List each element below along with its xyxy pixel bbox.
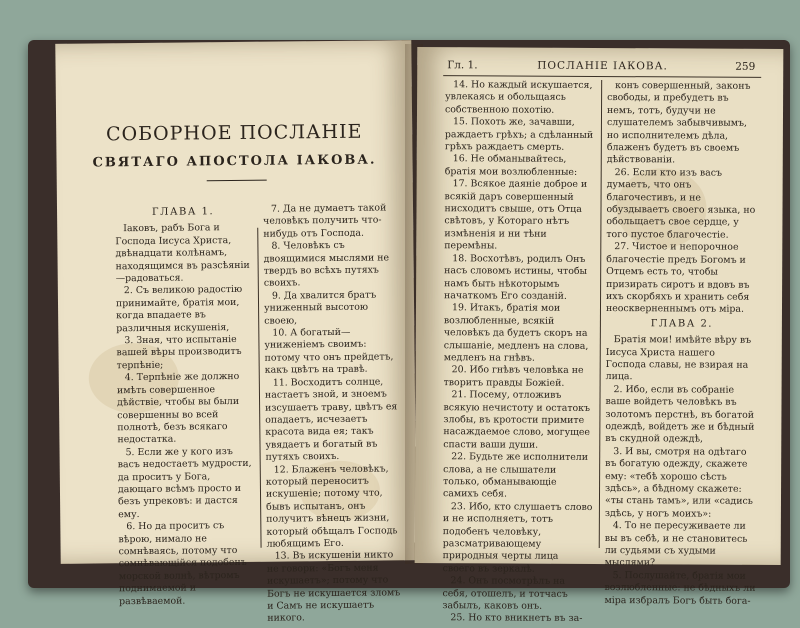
verse: 14. Но каждый искушается, увлекаясь и обольщаясь собственною похотію. — [444, 79, 593, 116]
verse: 23. Ибо, кто слушаетъ слово и не исполняетъ, тотъ подобенъ человѣку, разсматривающему природныя черты лица своего въ зеркалѣ. — [442, 501, 593, 575]
verse: 25. Но кто вникнетъ въ за- — [450, 612, 583, 625]
verse: 2. Съ великою радостію принимайте, братія мои, когда впадаете въ различныя искушенія, — [115, 284, 243, 334]
running-head-chapter: Гл. 1. — [447, 59, 478, 72]
verse: 3. Зная, что испытаніе вашей вѣры производитъ терпѣніе; — [116, 334, 242, 372]
verse: 11. Восходитъ солнце, настаетъ зной, и зноемъ изсушаетъ траву, цвѣтъ ея опадаетъ, исчезаетъ красота вида ея; такъ увядаетъ и богатый въ путяхъ своихъ. — [264, 376, 398, 463]
left-page — [55, 40, 416, 625]
header-rule — [443, 75, 761, 78]
running-head-title: ПОСЛАНІЕ ІАКОВА. — [537, 59, 668, 73]
verse: 5. Послушайте, братія мои возлюбленные: не бѣдныхъ ли міра избралъ Богъ быть бога- — [604, 569, 756, 607]
epistle-subtitle: СВЯТАГО АПОСТОЛА ІАКОВА. — [92, 152, 377, 171]
verse: 12. Блаженъ человѣкъ, который переноситъ искушеніе; потому что, бывъ испытанъ, онъ получитъ вѣнецъ жизни, который обѣщалъ Господь любящимъ Его. — [265, 462, 398, 550]
verse: 22. Будьте же исполнители слова, а не слышатели только, обманывающіе самихъ себя. — [442, 451, 589, 500]
column-divider — [257, 228, 261, 548]
verse: 3. И вы, смотря на одѣтаго въ богатую одежду, скажете ему: «тебѣ хорошо сѣсть здѣсь», а бѣдному скажете: «ты стань тамъ», или «садись здѣсь, у ногъ моихъ»: — [604, 445, 753, 520]
epistle-title: СОБОРНОЕ ПОСЛАНІЕ — [105, 120, 363, 146]
left-column-1 — [115, 204, 255, 608]
verse: конъ совершенный, законъ свободы, и пребудетъ въ немъ, тотъ, будучи не слушателемъ забывчивымъ, но исполнителемъ дѣла, блаженъ будетъ въ своемъ дѣйствованіи. — [606, 80, 751, 166]
right-page — [415, 47, 784, 625]
page-number: 259 — [735, 60, 756, 73]
verse: 15. Похоть же, зачавши, раждаетъ грѣхъ; а сдѣланный грѣхъ раждаетъ смерть. — [444, 116, 594, 153]
verse: 10. А богатый—униженіемъ своимъ: потому что онъ прейдетъ, какъ цвѣтъ на травѣ. — [264, 326, 394, 376]
verse: 24. Онъ посмотрѣлъ на себя, отошелъ, и тотчасъ забылъ, каковъ онъ. — [442, 575, 568, 612]
verse: Іаковъ, рабъ Бога и Господа Іисуса Христа, двѣнадцати колѣнамъ, находящимся въ разсѣяніи—радоваться. — [115, 222, 250, 285]
right-column-2 — [604, 80, 759, 608]
verse: 19. Итакъ, братія мои возлюбленные, всякій человѣкъ да будетъ скоръ на слышаніе, медленъ на слова, медленъ на гнѣвъ. — [443, 302, 589, 364]
verse: 9. Да хвалится братъ униженный высотою своею, — [264, 289, 377, 327]
verse: 20. Ибо гнѣвъ человѣка не творитъ правды Божіей. — [443, 364, 584, 389]
verse: 4. То не пересуживаете ли вы въ себѣ, и не становитесь ли судьями съ худыми мыслями? — [604, 520, 748, 569]
verse: 16. Не обманывайтесь, братія мои возлюбленные: — [444, 153, 578, 178]
verse: 26. Если кто изъ васъ думаетъ, что онъ благочестивъ, и не обуздываетъ своего языка, но обольщаетъ свое сердце, у того пустое благочестіе. — [606, 166, 756, 241]
left-column-2 — [263, 202, 401, 625]
verse: 2. Ибо, если въ собраніе ваше войдетъ человѣкъ въ золотомъ перстнѣ, въ богатой одеждѣ, войдетъ же и бѣдный въ скудной одеждѣ, — [605, 383, 755, 445]
chapter-heading: ГЛАВА 2. — [650, 317, 714, 330]
verse: 18. Восхотѣвъ, родилъ Онъ насъ словомъ истины, чтобы намъ быть нѣкоторымъ начаткомъ Его созданій. — [444, 252, 587, 302]
verse: 8. Человѣкъ съ двоящимися мыслями не твердъ во всѣхъ путяхъ своихъ. — [263, 240, 390, 290]
verse: 27. Чистое и непорочное благочестіе предъ Богомъ и Отцемъ есть то, чтобы призирать сиротъ и вдовъ въ ихъ скорбяхъ и хранить себя неоскверненнымъ отъ міра. — [605, 241, 750, 316]
verse: 21. Посему, отложивъ всякую нечистоту и остатокъ злобы, въ кротости примите насаждаемое слово, могущее спасти ваши души. — [443, 389, 591, 451]
verse: 17. Всякое даяніе доброе и всякій даръ совершенный нисходитъ свыше, отъ Отца свѣтовъ, у Котораго нѣтъ измѣненія и ни тѣни перемѣны. — [444, 178, 588, 252]
verse: 13. Въ искушеніи никто не говори: «Богъ меня искушаетъ»; потому что Богъ не искушается зломъ и Самъ не искушаетъ никого. — [266, 549, 401, 625]
right-column-1 — [442, 79, 595, 626]
verse: 4. Терпѣніе же должно имѣть совершенное дѣйствіе, чтобы вы были совершенны во всей полнотѣ, безъ всякаго недостатка. — [116, 371, 240, 446]
verse: 7. Да не думаетъ такой человѣкъ получить что-нибудь отъ Господа. — [263, 202, 387, 240]
chapter-heading: ГЛАВА 1. — [151, 206, 215, 218]
verse: Братія мои! имѣйте вѣру въ Іисуса Христа нашего Господа славы, не взирая на лица. — [605, 334, 752, 383]
verse: 6. Но да проситъ съ вѣрою, нимало не сомнѣваясь, потому что сомнѣвающійся подобенъ морской волнѣ, вѣтромъ поднимаемой и развѣваемой. — [118, 520, 247, 607]
title-rule — [207, 180, 267, 182]
verse: 5. Если же у кого изъ васъ недостаетъ мудрости, да проситъ у Бога, дающаго всѣмъ просто и безъ упрековъ: и дастся ему. — [117, 445, 252, 520]
column-divider — [599, 80, 602, 548]
